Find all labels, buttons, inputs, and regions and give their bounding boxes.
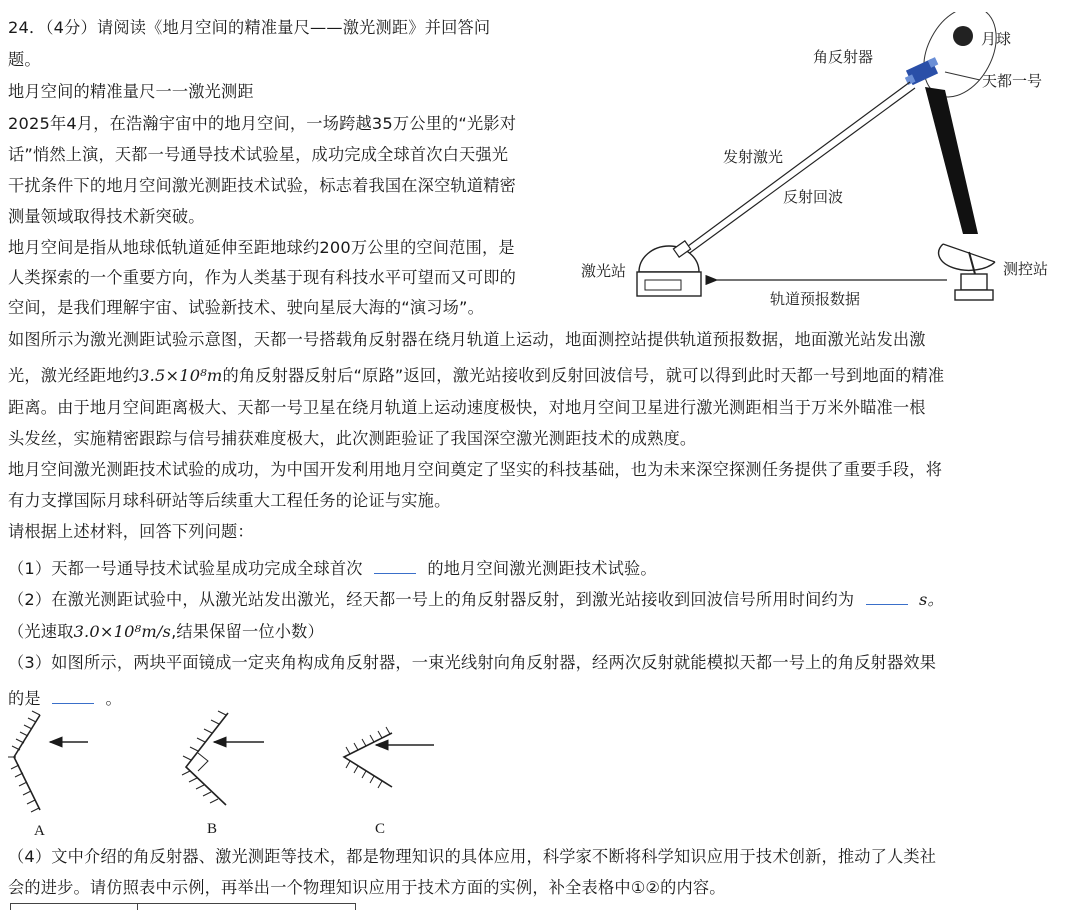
passage-line xyxy=(8,366,944,386)
passage-line: 干扰条件下的地月空间激光测距技术试验，标志着我国在深空轨道精密 xyxy=(8,176,517,195)
satellite-label: 天都一号 xyxy=(982,72,1043,90)
question-3: （3）如图所示，两块平面镜成一定夹角构成角反射器，一束光线射向角反射器，经两次反射就能模拟天都一号上的角反射器效果 xyxy=(8,653,937,672)
laser-beam-return xyxy=(687,88,915,255)
satellite-icon xyxy=(905,57,938,85)
passage-text: 光，激光经距地约 xyxy=(8,366,140,385)
question-3-cont: 的是 。 xyxy=(8,685,122,709)
signal-beam xyxy=(925,87,978,234)
emit-label: 发射激光 xyxy=(723,148,784,166)
light-speed-formula: 3.0×10⁸m/s xyxy=(73,622,172,641)
option-a-figure xyxy=(8,711,88,839)
option-b-label: B xyxy=(207,821,218,837)
passage-line: 人类探索的一个重要方向，作为人类基于现有科技水平可望而又可即的 xyxy=(8,268,517,287)
passage-line: 空间，是我们理解宇宙、试验新技术、驶向星辰大海的“演习场”。 xyxy=(8,298,485,317)
passage-line: 有力支撑国际月球科研站等后续重大工程任务的论证与实施。 xyxy=(8,491,451,510)
passage-title: 地月空间的精准量尺一一激光测距 xyxy=(8,82,254,101)
question-2: （2）在激光测距试验中，从激光站发出激光，经天都一号上的角反射器反射，到激光站接收到回波信号所用时间约为 s。 xyxy=(8,586,944,610)
passage-line: 话”悄然上演，天都一号通导技术试验星，成功完成全球首次白天强光 xyxy=(8,145,509,164)
question-4: （4）文中介绍的角反射器、激光测距等技术，都是物理知识的具体应用，科学家不断将科学知识应用于技术创新，推动了人类社 xyxy=(8,847,937,866)
passage-line: 地月空间激光测距技术试验的成功，为中国开发利用地月空间奠定了坚实的科技基础，也为未来深空探测任务提供了重要手段，将 xyxy=(8,460,943,479)
answer-blank-2[interactable] xyxy=(866,586,908,605)
passage-line: 地月空间是指从地球低轨道延伸至距地球约200万公里的空间范围，是 xyxy=(8,238,515,257)
laser-station-icon xyxy=(637,241,701,296)
control-station-icon xyxy=(939,244,995,300)
option-b-figure xyxy=(182,711,264,837)
question-1: （1）天都一号通导技术试验星成功完成全球首次 的地月空间激光测距技术试验。 xyxy=(8,555,657,579)
passage-line: 题。 xyxy=(8,50,41,69)
passage-line: 2025年4月，在浩瀚宇宙中的地月空间，一场跨越35万公里的“光影对 xyxy=(8,114,517,133)
instruction-line: 请根据上述材料，回答下列问题： xyxy=(8,522,254,541)
control-station-label: 测控站 xyxy=(1003,260,1049,278)
passage-line: 距离。由于地月空间距离极大、天都一号卫星在绕月轨道上运动速度极快，对地月空间卫星进行激光测距相当于万米外瞄准一根 xyxy=(8,398,926,417)
option-c-figure xyxy=(344,727,434,837)
option-a-label: A xyxy=(34,823,45,839)
passage-line: 头发丝，实施精密跟踪与信号捕获难度极大，此次测距验证了我国深空激光测距技术的成熟度。 xyxy=(8,429,697,448)
distance-formula: 3.5×10⁸m xyxy=(139,366,223,385)
option-c-label: C xyxy=(375,821,386,837)
question-4-cont: 会的进步。请仿照表中示例，再举出一个物理知识应用于技术方面的实例，补全表格中①②的内容。 xyxy=(8,878,726,897)
orbit-data-label: 轨道预报数据 xyxy=(770,290,861,308)
passage-line: 如图所示为激光测距试验示意图，天都一号搭载角反射器在绕月轨道上运动，地面测控站提供轨道预报数据，地面激光站发出激 xyxy=(8,330,926,349)
reflect-label: 反射回波 xyxy=(783,188,844,206)
reflector-options xyxy=(0,705,480,845)
laser-station-label: 激光站 xyxy=(581,262,627,280)
question-header: 24．（4分）请阅读《地月空间的精准量尺——激光测距》并回答问 xyxy=(8,18,491,37)
answer-blank-1[interactable] xyxy=(374,555,416,574)
question-2-note: （光速取3.0×10⁸m/s,结果保留一位小数） xyxy=(8,622,324,641)
laser-beam-emit xyxy=(680,82,910,252)
reflector-label: 角反射器 xyxy=(813,48,874,66)
answer-blank-3[interactable] xyxy=(52,685,94,704)
passage-text: 的角反射器反射后“原路”返回，激光站接收到反射回波信号，就可以得到此时天都一号到地面的精准 xyxy=(222,366,945,385)
moon-icon xyxy=(953,26,973,46)
passage-line: 测量领域取得技术新突破。 xyxy=(8,207,205,226)
moon-label: 月球 xyxy=(981,30,1012,48)
laser-ranging-diagram xyxy=(575,12,1075,312)
